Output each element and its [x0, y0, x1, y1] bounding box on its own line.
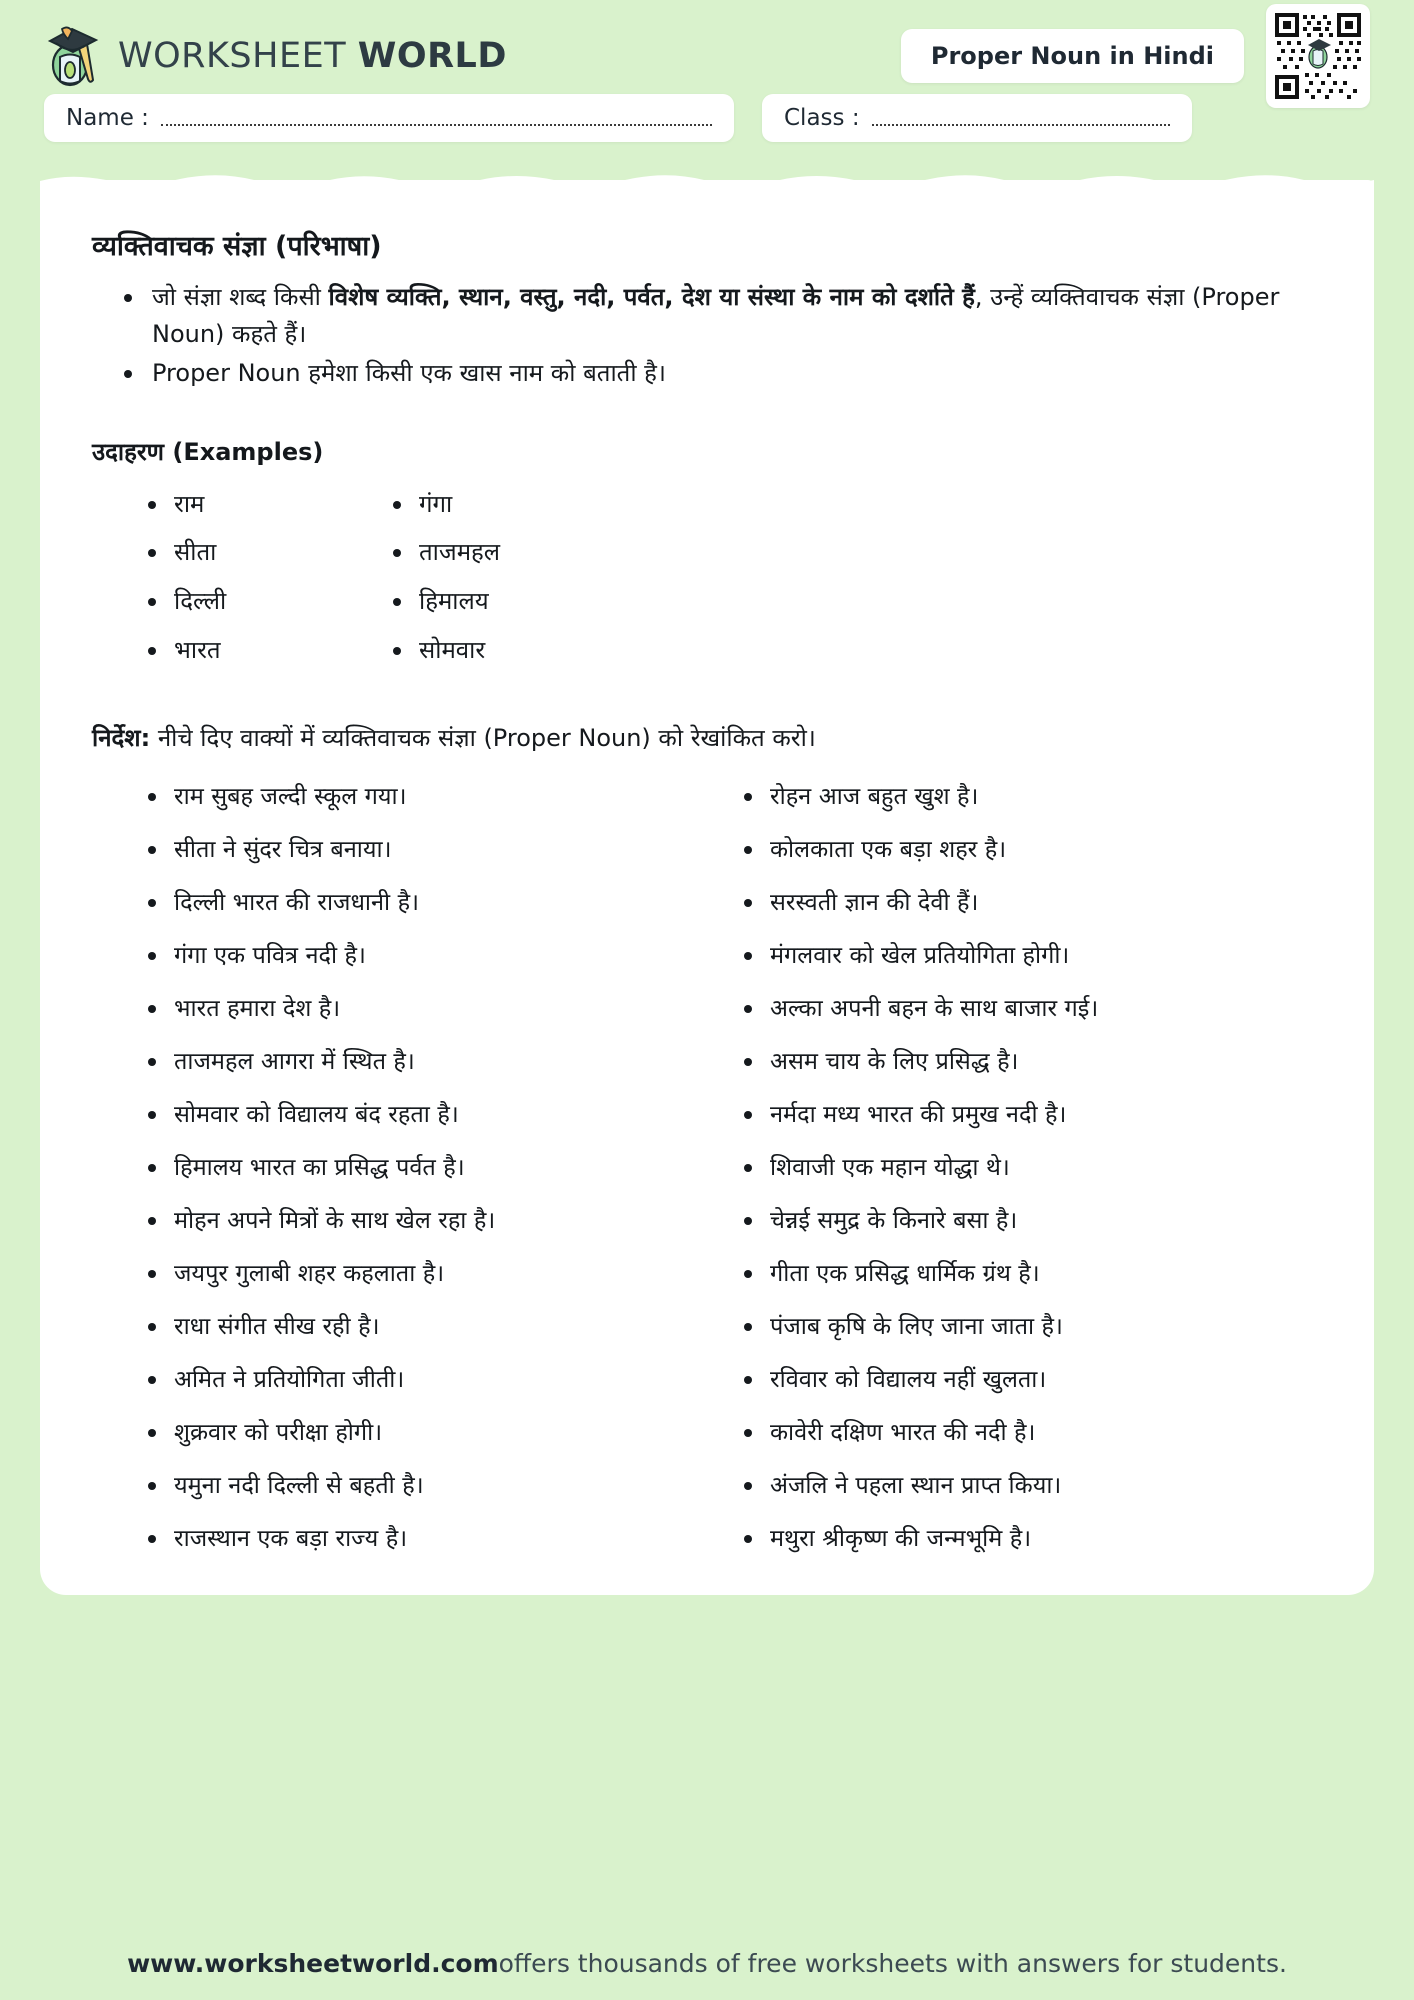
exercise-item[interactable]: असम चाय के लिए प्रसिद्ध है।	[736, 1035, 1322, 1088]
qr-code[interactable]	[1266, 4, 1370, 108]
exercise-item[interactable]: कोलकाता एक बड़ा शहर है।	[736, 823, 1322, 876]
exercise-item[interactable]: रोहन आज बहुत खुश है।	[736, 770, 1322, 823]
exercise-item[interactable]: मोहन अपने मित्रों के साथ खेल रहा है।	[140, 1194, 726, 1247]
exercise-item[interactable]: ताजमहल आगरा में स्थित है।	[140, 1035, 726, 1088]
exercise-item[interactable]: भारत हमारा देश है।	[140, 982, 726, 1035]
exercise-item[interactable]: शुक्रवार को परीक्षा होगी।	[140, 1406, 726, 1459]
footer-site-url[interactable]: www.worksheetworld.com	[127, 1948, 499, 1978]
definition-pre-1: जो संज्ञा शब्द किसी	[152, 283, 329, 311]
name-field[interactable]	[44, 94, 734, 142]
footer-tagline: offers thousands of free worksheets with answers for students.	[498, 1948, 1287, 1978]
student-info-fields	[44, 94, 1370, 142]
exercise-item[interactable]: राम सुबह जल्दी स्कूल गया।	[140, 770, 726, 823]
exercise-item[interactable]: हिमालय भारत का प्रसिद्ध पर्वत है।	[140, 1141, 726, 1194]
exercise-item[interactable]: चेन्नई समुद्र के किनारे बसा है।	[736, 1194, 1322, 1247]
name-input-line[interactable]	[161, 124, 712, 126]
exercise-instruction	[92, 721, 1322, 754]
definition-bullet-1	[118, 279, 1322, 353]
page-header	[0, 0, 1414, 170]
definition-bullet-2	[118, 355, 1322, 392]
example-item: सीता	[142, 532, 387, 573]
brand-second: WORLD	[357, 36, 507, 76]
exercise-item[interactable]: रविवार को विद्यालय नहीं खुलता।	[736, 1353, 1322, 1406]
exercise-item[interactable]: कावेरी दक्षिण भारत की नदी है।	[736, 1406, 1322, 1459]
exercise-item[interactable]: अमित ने प्रतियोगिता जीती।	[140, 1353, 726, 1406]
exercise-item[interactable]: अंजलि ने पहला स्थान प्राप्त किया।	[736, 1459, 1322, 1512]
exercise-item[interactable]: दिल्ली भारत की राजधानी है।	[140, 876, 726, 929]
exercise-item[interactable]: अल्का अपनी बहन के साथ बाजार गई।	[736, 982, 1322, 1035]
definition-bold-1: विशेष व्यक्ति, स्थान, वस्तु, नदी, पर्वत, देश या संस्था के नाम को दर्शाते हैं	[328, 283, 975, 311]
header-top-row	[44, 0, 1370, 86]
exercise-item[interactable]: यमुना नदी दिल्ली से बहती है।	[140, 1459, 726, 1512]
class-field[interactable]	[762, 94, 1192, 142]
brand-logo	[44, 25, 507, 87]
exercise-item[interactable]: नर्मदा मध्य भारत की प्रमुख नदी है।	[736, 1088, 1322, 1141]
graduation-cap-pencil-icon	[44, 25, 104, 87]
exercise-item[interactable]: गंगा एक पवित्र नदी है।	[140, 929, 726, 982]
example-item: सोमवार	[387, 630, 1322, 671]
instruction-text: नीचे दिए वाक्यों में व्यक्तिवाचक संज्ञा (Proper Noun) को रेखांकित करो।	[150, 723, 816, 752]
definition-pre-2: Proper Noun हमेशा किसी एक खास नाम को बताती है।	[152, 359, 667, 388]
exercise-sentence-columns	[140, 770, 1322, 1565]
brand-name	[118, 36, 507, 76]
class-label: Class :	[784, 105, 860, 131]
page-footer	[0, 1926, 1414, 2000]
brand-first: WORKSHEET	[118, 36, 347, 76]
example-item: हिमालय	[387, 581, 1322, 622]
name-label: Name :	[66, 105, 149, 131]
examples-grid	[142, 484, 1322, 671]
worksheet-content-card	[40, 180, 1374, 1595]
exercise-item[interactable]: सोमवार को विद्यालय बंद रहता है।	[140, 1088, 726, 1141]
exercise-item[interactable]: सरस्वती ज्ञान की देवी हैं।	[736, 876, 1322, 929]
example-item: गंगा	[387, 484, 1322, 525]
instruction-label: निर्देश:	[92, 723, 151, 752]
exercise-item[interactable]: राजस्थान एक बड़ा राज्य है।	[140, 1512, 726, 1565]
definition-post-1: , उन्हें व्यक्तिवाचक संज्ञा (Proper Noun) कहते हैं।	[152, 283, 1280, 349]
torn-paper-edge	[40, 171, 1374, 193]
exercise-item[interactable]: राधा संगीत सीख रही है।	[140, 1300, 726, 1353]
definition-heading: व्यक्तिवाचक संज्ञा (परिभाषा)	[92, 231, 382, 262]
examples-heading: उदाहरण (Examples)	[92, 437, 324, 466]
exercise-item[interactable]: जयपुर गुलाबी शहर कहलाता है।	[140, 1247, 726, 1300]
exercise-item[interactable]: मथुरा श्रीकृष्ण की जन्मभूमि है।	[736, 1512, 1322, 1565]
example-item: राम	[142, 484, 387, 525]
exercise-item[interactable]: गीता एक प्रसिद्ध धार्मिक ग्रंथ है।	[736, 1247, 1322, 1300]
exercise-item[interactable]: सीता ने सुंदर चित्र बनाया।	[140, 823, 726, 876]
example-item: भारत	[142, 630, 387, 671]
exercise-item[interactable]: पंजाब कृषि के लिए जाना जाता है।	[736, 1300, 1322, 1353]
exercise-item[interactable]: शिवाजी एक महान योद्धा थे।	[736, 1141, 1322, 1194]
exercise-item[interactable]: मंगलवार को खेल प्रतियोगिता होगी।	[736, 929, 1322, 982]
example-item: ताजमहल	[387, 532, 1322, 573]
worksheet-title-badge: Proper Noun in Hindi	[901, 29, 1244, 83]
example-item: दिल्ली	[142, 581, 387, 622]
class-input-line[interactable]	[872, 124, 1170, 126]
definition-list	[118, 279, 1322, 393]
